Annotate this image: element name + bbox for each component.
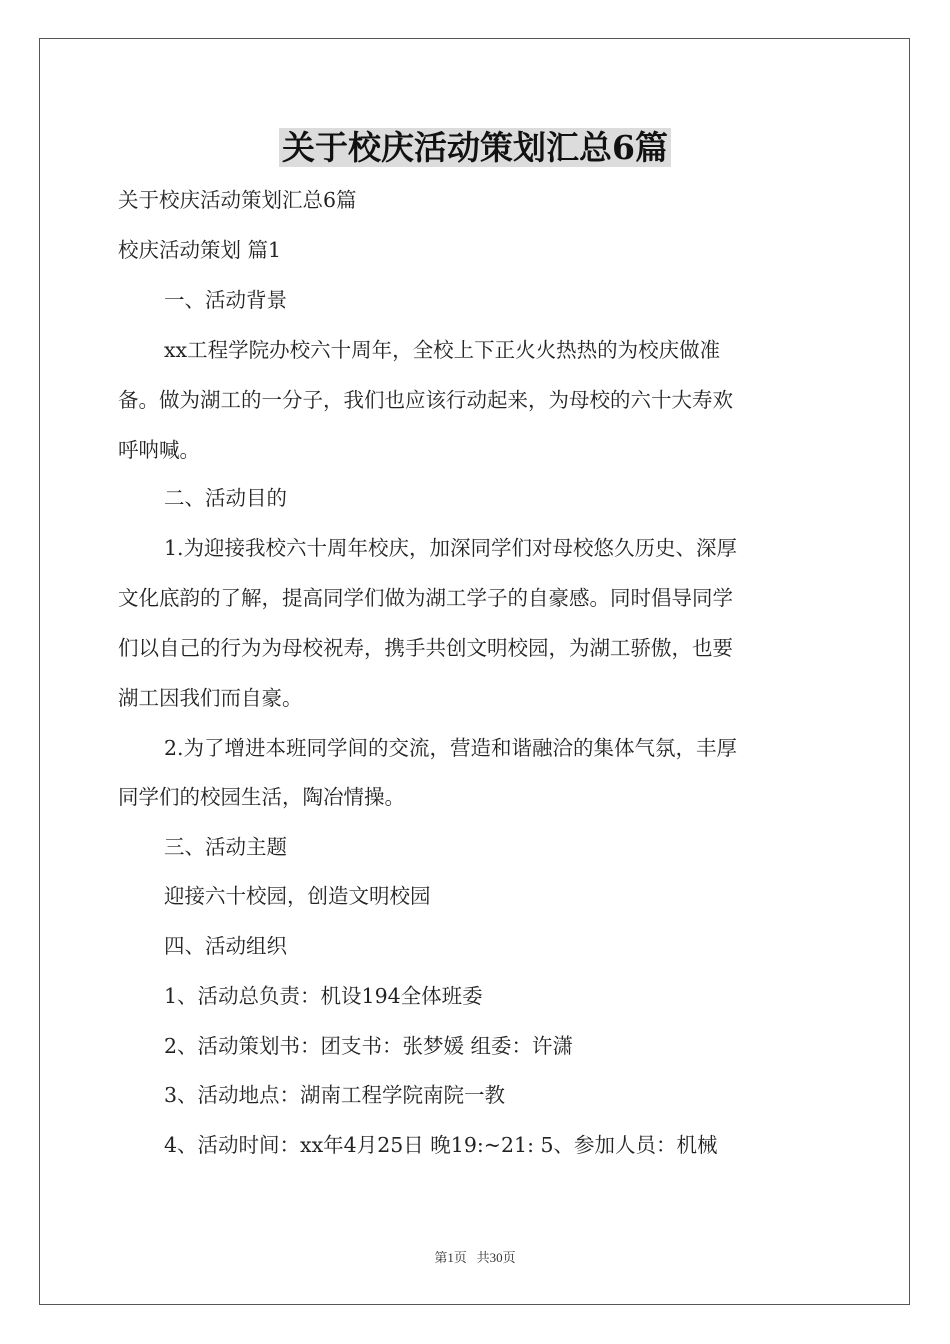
- paragraph-line: 同学们的校园生活，陶冶情操。: [118, 785, 405, 809]
- subtitle-line: 关于校庆活动策划汇总6篇: [118, 188, 357, 212]
- paragraph-line: 3、活动地点：湖南工程学院南院一教: [164, 1083, 506, 1107]
- document-title-text: 关于校庆活动策划汇总6篇: [279, 128, 671, 167]
- paragraph-line: 们以自己的行为为母校祝寿，携手共创文明校园，为湖工骄傲，也要: [118, 636, 733, 660]
- paragraph-line: 二、活动目的: [164, 486, 287, 510]
- paragraph-line: 一、活动背景: [164, 288, 287, 312]
- document-title: [0, 125, 950, 171]
- paragraph-line: 备。做为湖工的一分子，我们也应该行动起来，为母校的六十大寿欢: [118, 388, 733, 412]
- paragraph-line: 2、活动策划书：团支书：张梦媛 组委：许潇: [164, 1034, 574, 1058]
- paragraph-line: xx工程学院办校六十周年，全校上下正火火热热的为校庆做准: [164, 338, 721, 362]
- paragraph-line: 2.为了增进本班同学间的交流，营造和谐融洽的集体气氛，丰厚: [164, 736, 738, 760]
- paragraph-line: 文化底韵的了解，提高同学们做为湖工学子的自豪感。同时倡导同学: [118, 586, 733, 610]
- paragraph-line: 1、活动总负责：机设194全体班委: [164, 984, 483, 1008]
- paragraph-line: 四、活动组织: [164, 934, 287, 958]
- section-heading: 校庆活动策划 篇1: [118, 238, 282, 262]
- paragraph-line: 呼呐喊。: [118, 438, 200, 462]
- paragraph-line: 4、活动时间：xx年4月25日 晚19:~21: 5、参加人员：机械: [164, 1133, 718, 1157]
- page-border: [39, 38, 910, 1305]
- page-footer: 第1页 共30页: [434, 1250, 516, 1265]
- paragraph-line: 迎接六十校园，创造文明校园: [164, 884, 431, 908]
- paragraph-line: 1.为迎接我校六十周年校庆，加深同学们对母校悠久历史、深厚: [164, 536, 738, 560]
- paragraph-line: 湖工因我们而自豪。: [118, 686, 303, 710]
- paragraph-line: 三、活动主题: [164, 835, 287, 859]
